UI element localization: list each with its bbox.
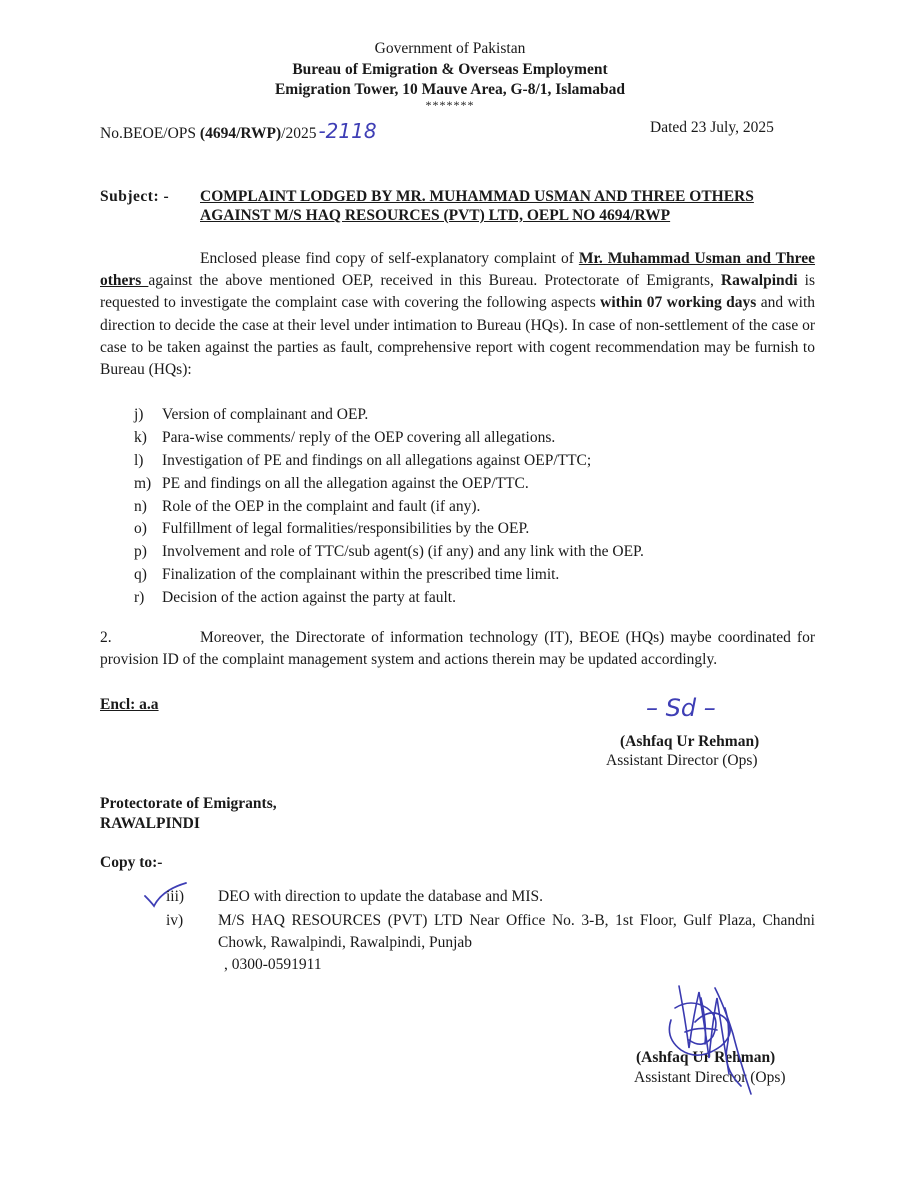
list-item-continuation: , 0300-0591911 [224,956,322,973]
handwritten-signature-icon [655,978,765,1100]
p1-text-a: Enclosed please find copy of self-explanatory complaint of [200,250,579,267]
p2-text: Moreover, the Directorate of information technology (IT), BEOE (HQs) maybe coordinated for provision ID of the complaint management system and actions therein may be updated accordingly. [100,629,815,669]
p1-deadline: within 07 working days [600,294,757,312]
header-bureau: Bureau of Emigration & Overseas Employment [292,61,608,78]
list-item: k) Para-wise comments/ reply of the OEP covering all allegations. [134,428,556,446]
list-item: q) Finalization of the complainant within the prescribed time limit. [134,566,560,584]
p1-text-g: and with direction to decide the case at their level under intimation to Bureau (HQs). In case of non-settlement of the case or case to be taken against the parties as fault, comprehensive report with cogent recommendation may be furnish to Bureau (HQs): [100,294,816,379]
list-item: n) Role of the OEP in the complaint and fault (if any). [134,497,481,515]
signatory-designation-2: Assistant Director (Ops) [634,1069,786,1086]
subject-label: Subject: - [100,188,170,205]
addressee-line-1: Protectorate of Emigrants, [100,795,277,812]
aspects-list [134,404,644,610]
subject-line-1: COMPLAINT LODGED BY MR. MUHAMMAD USMAN AND THREE OTHERS [200,188,754,205]
signatory-designation: Assistant Director (Ops) [606,752,758,769]
reference-prefix: No.BEOE/OPS [100,125,200,142]
addressee-line-2: RAWALPINDI [100,815,200,832]
reference-suffix: /2025 [281,125,317,142]
list-item: iv) M/S HAQ RESOURCES (PVT) LTD Near Office No. 3-B, 1st Floor, Gulf Plaza, Chandni Chowk, Rawalpindi, Rawalpindi, Punjab [166,912,815,951]
header-stars: ******* [425,98,475,112]
list-item: o) Fulfillment of legal formalities/responsibilities by the OEP. [134,520,530,538]
signatory-name: (Ashfaq Ur Rehman) [620,733,760,750]
header-government: Government of Pakistan [374,40,526,57]
list-item: j) Version of complainant and OEP. [134,406,369,423]
enclosure-note: Encl: a.a [100,696,159,713]
list-item: l) Investigation of PE and findings on all allegations against OEP/TTC; [134,451,592,469]
list-item: r) Decision of the action against the party at fault. [134,589,456,607]
p1-rawalpindi: Rawalpindi [720,272,798,290]
handwritten-dispatch-number: -2118 [318,119,377,143]
p1-complainants: Mr. Muhammad Usman and Three others [100,250,815,290]
body-paragraph-1 [100,248,815,381]
p1-text-e: is requested to investigate the complaint case with covering the following aspects [100,272,816,312]
p1-text-c: against the above mentioned OEP, received in this Bureau. Protectorate of Emigrants, [148,272,721,290]
signature-scribble: – Sd – [646,694,716,722]
reference-code: (4694/RWP) [199,125,282,142]
subject-line-2: AGAINST M/S HAQ RESOURCES (PVT) LTD, OEPL NO 4694/RWP [200,207,671,224]
body-paragraph-2 [100,627,815,671]
header-address: Emigration Tower, 10 Mauve Area, G-8/1, Islamabad [274,81,626,98]
list-item: m) PE and findings on all the allegation against the OEP/TTC. [134,474,529,492]
list-item: p) Involvement and role of TTC/sub agent(s) (if any) and any link with the OEP. [134,543,644,561]
list-item: iii) DEO with direction to update the database and MIS. [166,888,543,905]
copy-to-label: Copy to:- [100,854,163,871]
p2-number: 2. [100,629,112,646]
reference-number [100,119,377,143]
letter-date: Dated 23 July, 2025 [650,119,774,136]
signatory-name-2: (Ashfaq Ur Rehman) [636,1049,776,1066]
copy-to-list [166,886,821,976]
